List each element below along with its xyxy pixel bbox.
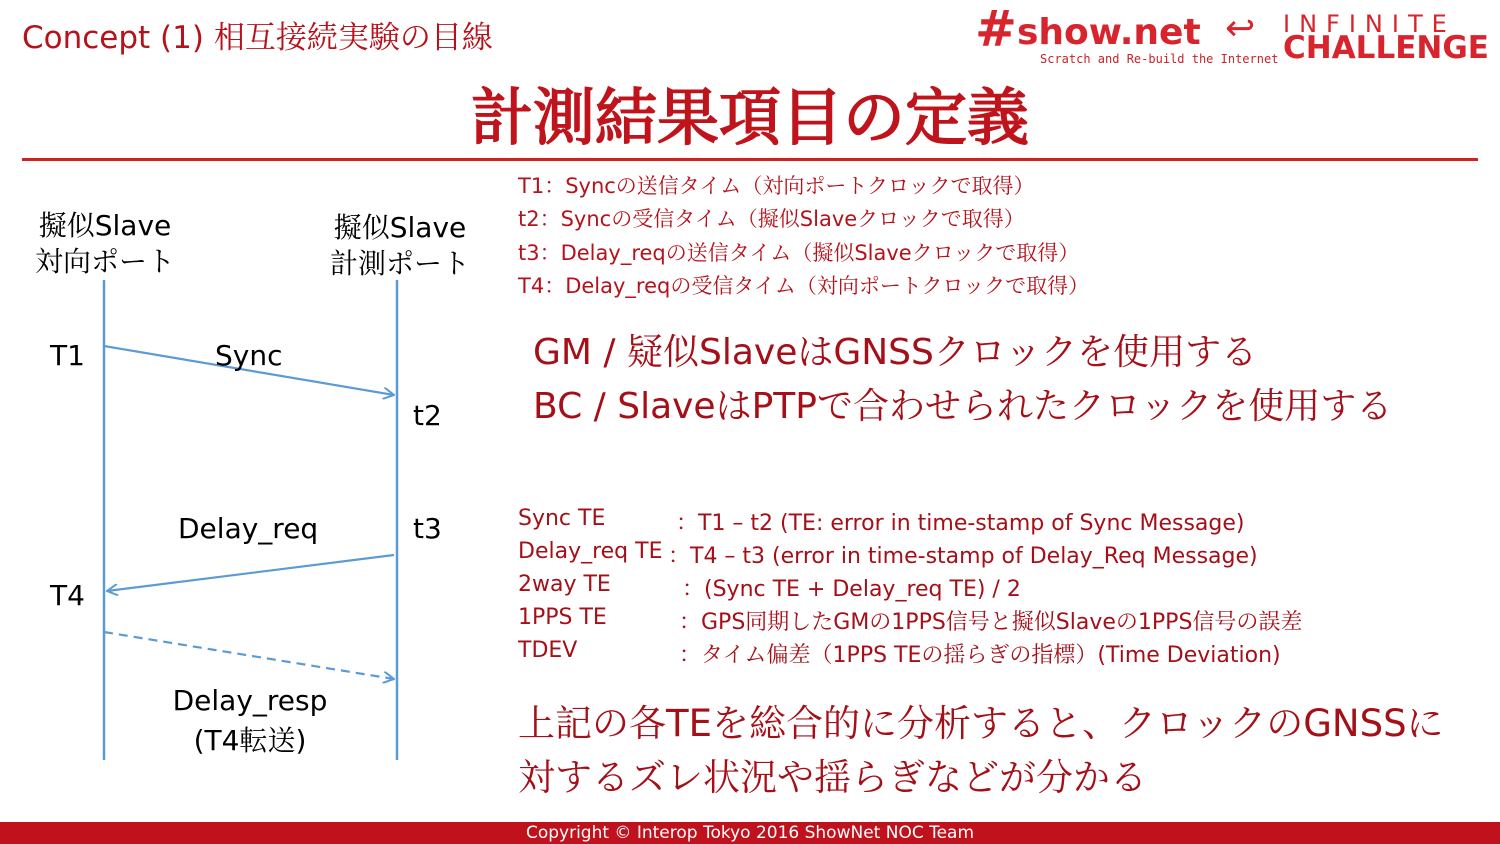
definition-T4: T4：Delay_reqの受信タイム（対向ポートクロックで取得） <box>518 274 1090 298</box>
footer-bar <box>0 822 1500 844</box>
te-desc-1pps: ：GPS同期したGMの1PPS信号と擬似Slaveの1PPS信号の誤差 <box>679 610 1303 635</box>
title-divider <box>22 158 1478 161</box>
te-desc-2way: ：(Sync TE + Delay_req TE) / 2 <box>682 577 1021 602</box>
te-term-2way: 2way TE <box>518 572 611 597</box>
te-desc-tdev: ：タイム偏差（1PPS TEの揺らぎの指標）(Time Deviation) <box>679 643 1281 668</box>
te-desc-delay-req: ：T4 – t3 (error in time-stamp of Delay_Req Message) <box>668 544 1258 569</box>
definition-T1: T1：Syncの送信タイム（対向ポートクロックで取得） <box>518 174 1035 198</box>
label-T1: T1 <box>50 339 85 372</box>
delay-req-arrow <box>107 555 394 591</box>
right-port-label-line1: 擬似Slave <box>333 211 467 244</box>
clock-note-bc: BC / SlaveはPTPで合わせられたクロックを使用する <box>533 386 1393 427</box>
definition-t2: t2：Syncの受信タイム（擬似Slaveクロックで取得） <box>518 207 1025 231</box>
clock-note-gm: GM / 疑似SlaveはGNSSクロックを使用する <box>533 332 1258 373</box>
label-delay-req: Delay_req <box>178 512 319 545</box>
hash-logo-icon: # <box>975 0 1017 58</box>
te-term-sync: Sync TE <box>518 506 606 531</box>
conclusion-line2: 対するズレ状況や揺らぎなどが分かる <box>518 756 1147 799</box>
logo-infinite: INFINITE <box>1283 10 1456 38</box>
logo-challenge: CHALLENGE <box>1283 30 1489 66</box>
ptp-sequence-diagram <box>0 170 510 810</box>
te-term-delay-req: Delay_req TE <box>518 539 663 564</box>
section-subtitle: Concept (1) 相互接続実験の目線 <box>22 20 493 56</box>
label-T4: T4 <box>50 579 85 612</box>
label-sync: Sync <box>215 339 283 372</box>
footer-copyright: Copyright © Interop Tokyo 2016 ShowNet NOC Team <box>525 823 975 843</box>
te-term-tdev: TDEV <box>518 638 578 663</box>
logo-name: show.net <box>1017 12 1201 53</box>
te-term-1pps: 1PPS TE <box>518 605 607 630</box>
left-port-label-line1: 擬似Slave <box>38 209 172 242</box>
te-desc-sync: ：T1 – t2 (TE: error in time-stamp of Sync Message) <box>676 511 1245 536</box>
label-delay-resp: Delay_resp <box>172 684 328 717</box>
delay-resp-arrow <box>104 632 394 679</box>
shownet-logo <box>975 0 1489 68</box>
label-delay-resp-sub: (T4転送) <box>193 724 307 757</box>
left-port-label-line2: 対向ポート <box>34 245 175 278</box>
label-t2: t2 <box>413 399 442 432</box>
conclusion-line1: 上記の各TEを総合的に分析すると、クロックのGNSSに <box>518 702 1444 745</box>
logo-tagline: Scratch and Re-build the Internet <box>1040 52 1279 66</box>
label-t3: t3 <box>413 512 442 545</box>
return-arrow-icon: ↩ <box>1225 8 1256 49</box>
page-title: 計測結果項目の定義 <box>470 81 1029 154</box>
definition-t3: t3：Delay_reqの送信タイム（擬似Slaveクロックで取得） <box>518 241 1080 265</box>
right-port-label-line2: 計測ポート <box>329 247 470 280</box>
